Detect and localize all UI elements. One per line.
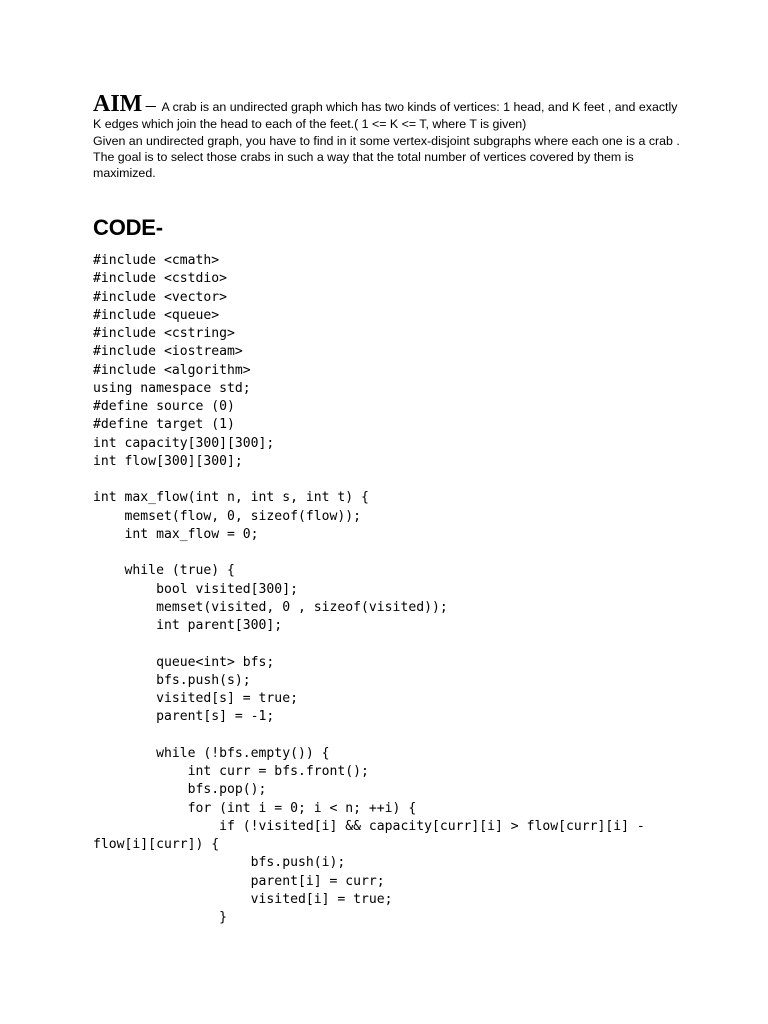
code-line: memset(flow, 0, sizeof(flow));	[93, 508, 362, 524]
code-line	[93, 727, 693, 745]
code-line: #define target (1)	[93, 417, 235, 433]
aim-dash: –	[145, 94, 156, 116]
code-line: int capacity[300][300];	[93, 435, 275, 451]
code-line: bool visited[300];	[93, 581, 298, 597]
code-line: #include <algorithm>	[93, 362, 251, 378]
code-line: for (int i = 0; i < n; ++i) {	[93, 800, 417, 816]
code-line: int parent[300];	[93, 618, 283, 633]
code-line: #include <queue>	[93, 307, 220, 323]
code-line: int flow[300][300];	[93, 453, 243, 469]
code-line: int max_flow = 0;	[93, 526, 259, 542]
aim-heading: AIM	[93, 91, 143, 117]
code-line: int max_flow(int n, int s, int t) {	[93, 490, 369, 506]
code-line: bfs.pop();	[93, 782, 267, 798]
code-line	[93, 471, 693, 489]
code-line	[93, 544, 693, 562]
code-line: #include <vector>	[93, 289, 228, 305]
code-line: visited[i] = true;	[93, 891, 393, 907]
code-line: #include <cstring>	[93, 326, 235, 341]
code-line: #define source (0)	[93, 399, 235, 414]
code-line: while (true) {	[93, 563, 235, 579]
code-line: }	[93, 910, 228, 925]
code-line: memset(visited, 0 , sizeof(visited));	[93, 599, 448, 615]
aim-paragraph-2: Given an undirected graph, you have to find in it some vertex-disjoint subgraphs where each one is a crab . The goal is to select those crabs in such a way that the total number of vertices covered by them is maximized.	[93, 134, 680, 180]
code-line: parent[s] = -1;	[93, 709, 275, 725]
aim-section	[93, 92, 683, 181]
code-line: #include <cmath>	[93, 253, 220, 268]
code-block	[93, 252, 693, 927]
aim-text-1: A crab is an undirected graph which has two kinds of vertices: 1 head, and K feet , and exactly K edges which join the head to each of the feet.( 1 <= K <= T, where T is given)	[93, 100, 678, 131]
code-line: #include <iostream>	[93, 344, 243, 360]
code-line: parent[i] = curr;	[93, 873, 385, 889]
code-line: if (!visited[i] && capacity[curr][i] > flow[curr][i] -	[93, 818, 645, 834]
code-line: queue<int> bfs;	[93, 654, 275, 670]
code-line: bfs.push(s);	[93, 672, 251, 688]
code-line: flow[i][curr]) {	[93, 837, 220, 852]
code-heading: CODE-	[93, 215, 163, 240]
code-line: while (!bfs.empty()) {	[93, 745, 330, 761]
code-line: int curr = bfs.front();	[93, 764, 369, 779]
aim-paragraph-1	[93, 92, 683, 132]
code-line: bfs.push(i);	[93, 855, 346, 871]
code-line: visited[s] = true;	[93, 691, 298, 706]
code-line	[93, 635, 693, 653]
code-line: #include <cstdio>	[93, 271, 228, 287]
code-line: using namespace std;	[93, 380, 251, 396]
